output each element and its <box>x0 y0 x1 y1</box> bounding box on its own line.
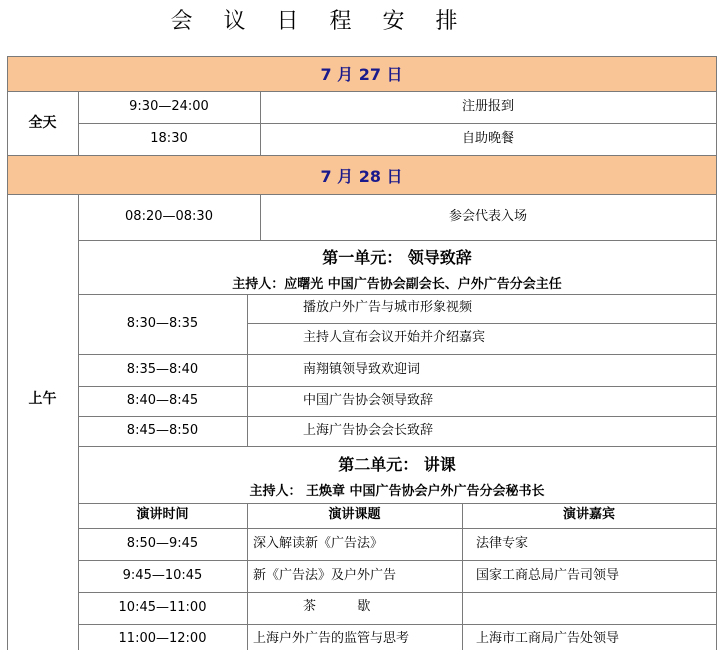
unit-title: 第一单元： 领导致辞 <box>322 248 472 267</box>
schedule-time: 8:30—8:35 <box>126 315 199 331</box>
table-rule <box>78 354 716 355</box>
column-header-topic: 演讲课题 <box>328 507 381 523</box>
schedule-item: 参会代表入场 <box>448 208 527 224</box>
table-rule <box>78 294 716 295</box>
table-rule <box>462 503 463 650</box>
table-rule <box>78 503 716 504</box>
host-line: 主持人：应曙光 中国广告协会副会长、户外广告分会主任 <box>232 277 562 292</box>
date-band-day2 <box>7 156 716 194</box>
date-label: 7 月 27 日 <box>320 65 403 84</box>
lecture-topic: 上海户外广告的监管与思考 <box>253 630 410 646</box>
table-rule <box>260 194 261 240</box>
lecture-time: 10:45—11:00 <box>118 599 207 615</box>
table-rule <box>247 323 716 324</box>
schedule-item: 主持人宣布会议开始并介绍嘉宾 <box>303 330 486 346</box>
table-rule <box>78 386 716 387</box>
table-rule <box>78 624 716 625</box>
table-rule <box>78 560 716 561</box>
schedule-item: 南翔镇领导致欢迎词 <box>303 361 421 377</box>
table-rule <box>7 155 716 156</box>
lecture-time: 9:45—10:45 <box>122 567 203 583</box>
lecture-topic: 新《广告法》及户外广告 <box>253 567 397 583</box>
table-rule <box>247 294 248 446</box>
table-rule <box>78 240 716 241</box>
schedule-time: 18:30 <box>150 130 188 146</box>
schedule-time: 8:45—8:50 <box>126 422 199 438</box>
table-rule <box>247 503 248 650</box>
column-header-time: 演讲时间 <box>136 507 189 523</box>
lecture-guest <box>462 592 716 624</box>
schedule-time: 9:30—24:00 <box>129 98 209 114</box>
table-border-top <box>7 56 716 57</box>
column-header-guest: 演讲嘉宾 <box>562 507 615 523</box>
table-rule <box>78 528 716 529</box>
host-line: 主持人： 王焕章 中国广告协会户外广告分会秘书长 <box>249 484 545 499</box>
table-rule <box>78 446 716 447</box>
table-rule <box>260 91 261 155</box>
table-rule <box>78 91 79 155</box>
schedule-time: 8:35—8:40 <box>126 361 199 377</box>
table-rule <box>7 91 716 92</box>
schedule-time: 8:40—8:45 <box>126 392 199 408</box>
lecture-guest: 法律专家 <box>476 535 529 551</box>
unit-title: 第二单元： 讲课 <box>338 455 456 474</box>
schedule-item: 中国广告协会领导致辞 <box>303 392 434 408</box>
schedule-time: 08:20—08:30 <box>125 208 213 224</box>
table-rule <box>78 592 716 593</box>
table-rule <box>78 123 716 124</box>
page-title: 会 议 日 程 安 排 <box>170 9 470 34</box>
lecture-topic: 茶 歇 <box>303 598 371 614</box>
schedule-item: 播放户外广告与城市形象视频 <box>303 300 473 316</box>
table-border-left <box>7 56 8 650</box>
period-label-morning: 上午 <box>28 390 57 407</box>
table-rule <box>7 194 716 195</box>
lecture-guest: 上海市工商局广告处领导 <box>476 630 620 646</box>
lecture-time: 8:50—9:45 <box>126 535 199 551</box>
period-label-allday: 全天 <box>28 114 57 131</box>
lecture-topic: 深入解读新《广告法》 <box>253 535 384 551</box>
schedule-item: 上海广告协会会长致辞 <box>303 422 434 438</box>
date-label: 7 月 28 日 <box>320 166 403 186</box>
schedule-item: 自助晚餐 <box>461 130 514 146</box>
lecture-guest: 国家工商总局广告司领导 <box>476 567 620 583</box>
lecture-time: 11:00—12:00 <box>118 630 207 646</box>
table-rule <box>78 416 716 417</box>
schedule-item: 注册报到 <box>461 98 514 114</box>
date-band-day1 <box>7 56 716 91</box>
table-rule <box>78 194 79 650</box>
